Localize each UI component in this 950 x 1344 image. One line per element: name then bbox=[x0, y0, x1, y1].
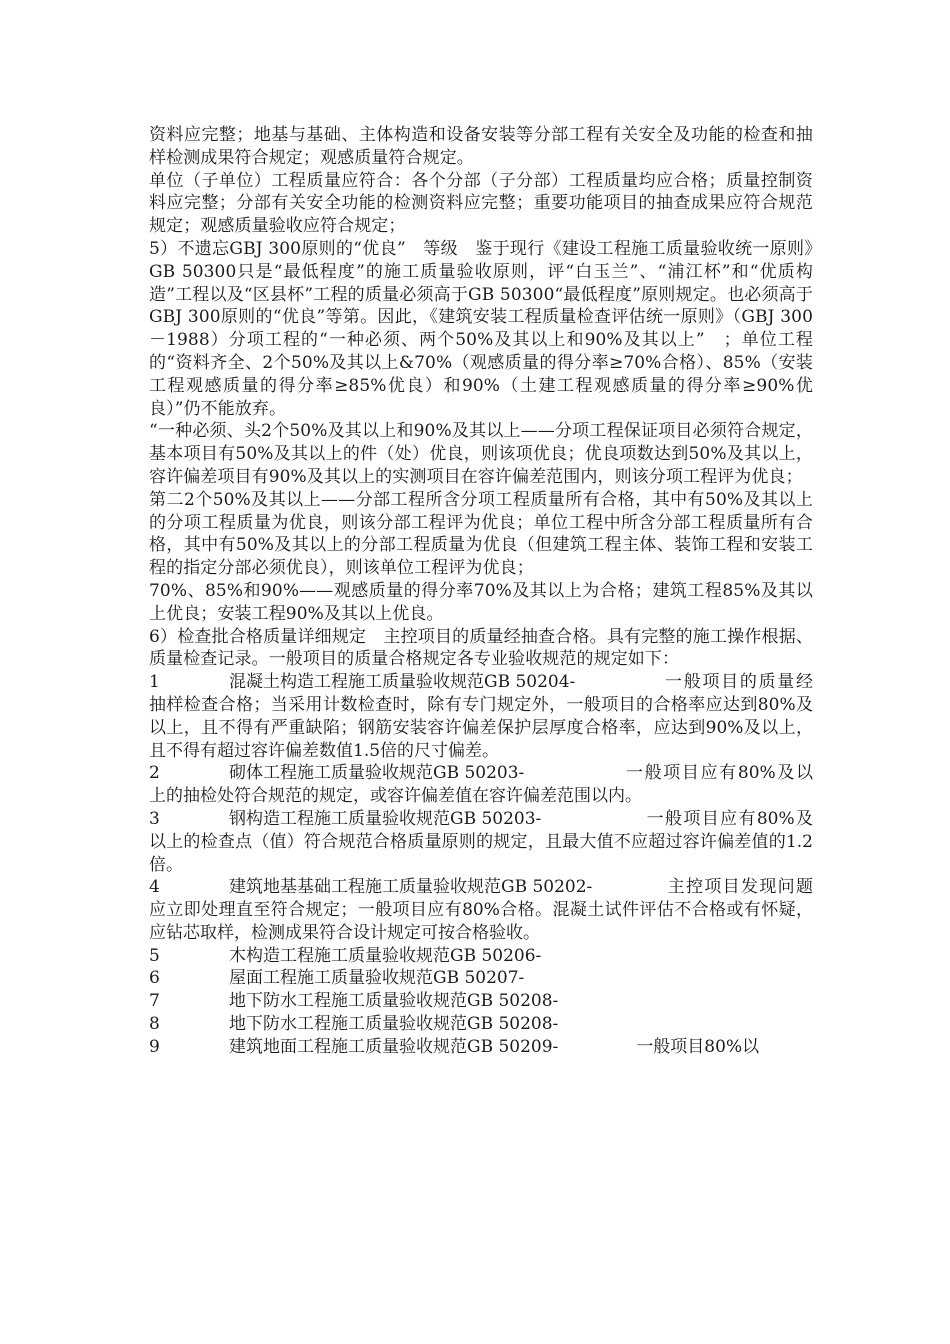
item-standard: 建筑地基基础工程施工质量验收规范GB 50202- bbox=[229, 877, 593, 898]
paragraph-1: 资料应完整；地基与基础、主体构造和设备安装等分部工程有关安全及功能的检查和抽样检测成果符合规定；观感质量符合规定。 bbox=[149, 125, 813, 168]
list-item bbox=[149, 671, 813, 762]
item-standard: 地下防水工程施工质量验收规范GB 50208- bbox=[229, 1014, 559, 1035]
list-item bbox=[149, 945, 813, 968]
item-number: 7 bbox=[149, 991, 160, 1012]
list-item bbox=[149, 876, 813, 944]
item-standard: 建筑地面工程施工质量验收规范GB 50209- bbox=[229, 1036, 559, 1057]
item-standard: 地下防水工程施工质量验收规范GB 50208- bbox=[229, 991, 559, 1012]
item-text: 一般项目应有80%及以上的抽检处符合规范的规定，或容许偏差值在容许偏差范围以内。 bbox=[149, 763, 813, 807]
list-item bbox=[149, 990, 813, 1013]
item-standard: 木构造工程施工质量验收规范GB 50206- bbox=[229, 945, 542, 966]
list-item bbox=[149, 1013, 813, 1036]
item-text: 一般项目应有80%及以上的检查点（值）符合规范合格质量原则的规定，且最大值不应超过容许偏差值的1.2倍。 bbox=[149, 808, 813, 875]
list-item bbox=[149, 967, 813, 990]
item-text: 主控项目发现问题应立即处理直至符合规定；一般项目应有80%合格。混凝土试件评估不合格或有怀疑，应钻芯取样，检测成果符合设计规定可按合格验收。 bbox=[149, 877, 813, 943]
paragraph-6: 70%、85%和90%——观感质量的得分率70%及其以上为合格；建筑工程85%及其以上优良；安装工程90%及其以上优良。 bbox=[149, 580, 813, 624]
paragraph-7: 6）检查批合格质量详细规定 主控项目的质量经抽查合格。具有完整的施工操作根据、质量检查记录。一般项目的质量合格规定各专业验收规范的规定如下： bbox=[149, 626, 813, 670]
item-standard: 屋面工程施工质量验收规范GB 50207- bbox=[229, 968, 525, 989]
paragraph-4: “一种必须、头2个50%及其以上和90%及其以上——分项工程保证项目必须符合规定，基本项目有50%及其以上的件（处）优良，则该项优良；优良项数达到50%及其以上，容许偏差项目有90%及其以上的实测项目在容许偏差范围内，则该分项工程评为优良； bbox=[149, 421, 813, 487]
item-number: 6 bbox=[149, 968, 160, 989]
list-item bbox=[149, 762, 813, 808]
list-item bbox=[149, 1036, 813, 1059]
document-page bbox=[149, 124, 813, 1059]
item-number: 4 bbox=[149, 877, 160, 898]
item-standard: 混凝土构造工程施工质量验收规范GB 50204- bbox=[229, 672, 576, 693]
paragraph-2: 单位（子单位）工程质量应符合：各个分部（子分部）工程质量均应合格；质量控制资料应完整；分部有关安全功能的检测资料应完整；重要功能项目的抽查成果应符合规范规定；观感质量验收应符合规定； bbox=[149, 170, 813, 237]
paragraph-3: 5）不遗忘GBJ 300原则的“优良” 等级 鉴于现行《建设工程施工质量验收统一原则》GB 50300只是“最低程度”的施工质量验收原则，评“白玉兰”、“浦江杯”和“优质构造”工程以及“区县杯”工程的质量必须高于GB 50300“最低程度”原则规定。也必须高于GBJ 300原则的“优良”等第。因此，《建筑安装工程质量检查评估统一原则》（GBJ 300－1988）分项工程的“一种必须、两个50%及其以上和90%及其以上” ；单位工程的“资料齐全、2个50%及其以上&70%（观感质量的得分率≥70%合格）、85%（安装工程观感质量的得分率≥85%优良）和90%（土建工程观感质量的得分率≥90%优良）”仍不能放弃。 bbox=[149, 238, 813, 419]
list-item bbox=[149, 808, 813, 876]
item-text: 一般项目80%以 bbox=[636, 1036, 760, 1057]
item-number: 9 bbox=[149, 1036, 160, 1057]
item-number: 3 bbox=[149, 808, 160, 829]
paragraph-5: 第二2个50%及其以上——分部工程所含分项工程质量所有合格，其中有50%及其以上的分项工程质量为优良，则该分部工程评为优良；单位工程中所含分部工程质量所有合格，其中有50%及其以上的分部工程质量为优良（但建筑工程主体、装饰工程和安装工程的指定分部必须优良），则该单位工程评为优良； bbox=[149, 489, 813, 579]
item-number: 8 bbox=[149, 1014, 160, 1035]
item-standard: 钢构造工程施工质量验收规范GB 50203- bbox=[229, 808, 542, 829]
item-number: 1 bbox=[149, 672, 160, 693]
item-number: 2 bbox=[149, 763, 160, 784]
item-number: 5 bbox=[149, 945, 160, 966]
item-standard: 砌体工程施工质量验收规范GB 50203- bbox=[229, 763, 525, 784]
item-text: 一般项目的质量经抽样检查合格；当采用计数检查时，除有专门规定外，一般项目的合格率应达到80%及以上，且不得有严重缺陷；钢筋安装容许偏差保护层厚度合格率，应达到90%及以上，且不得有超过容许偏差数值1.5倍的尺寸偏差。 bbox=[149, 672, 813, 761]
